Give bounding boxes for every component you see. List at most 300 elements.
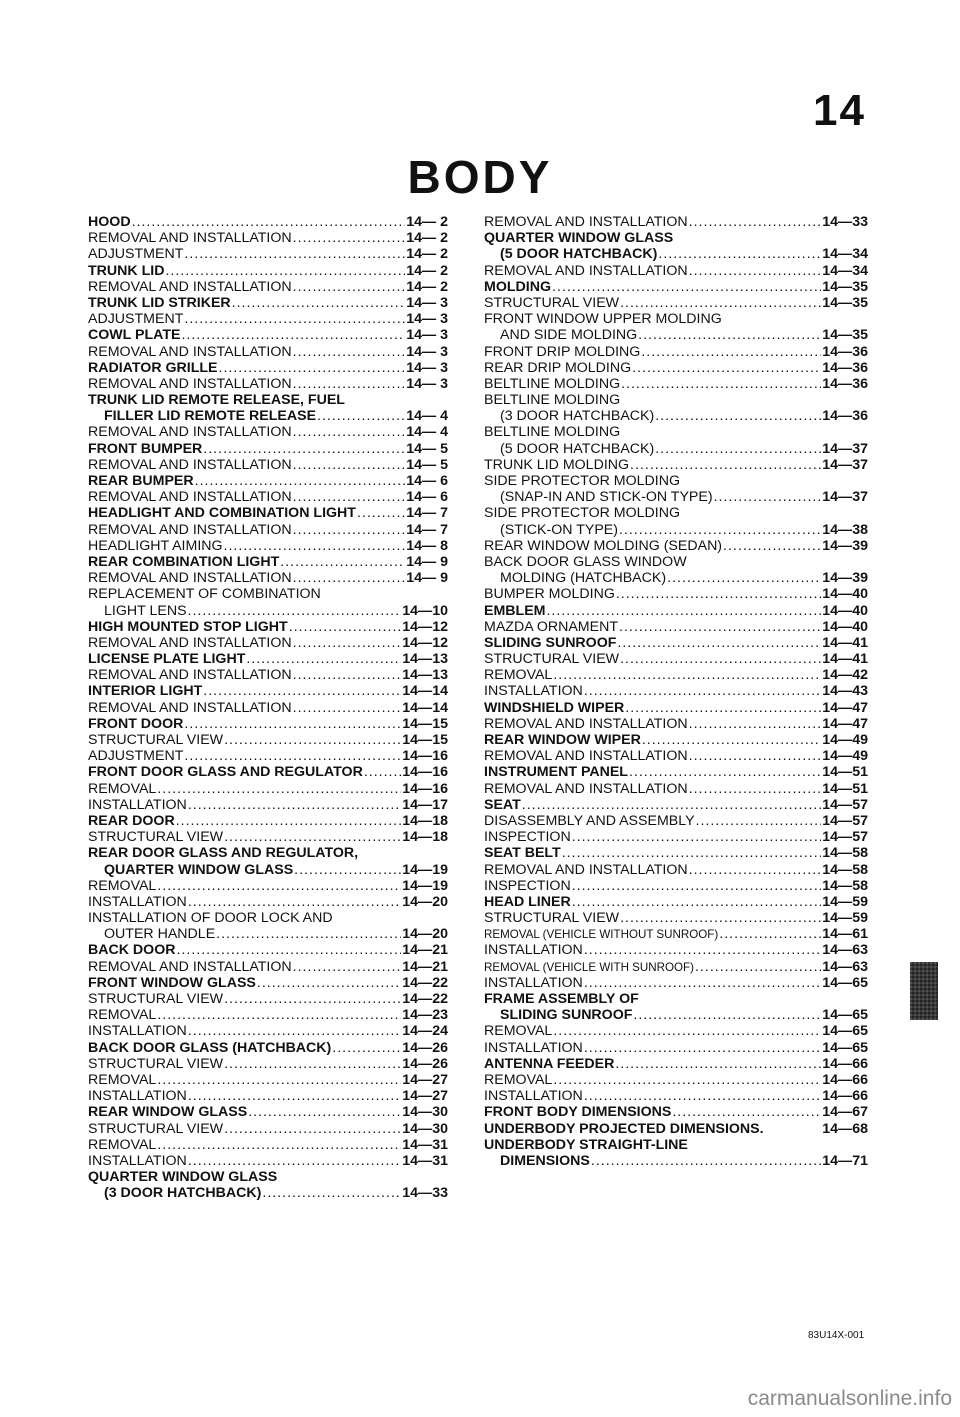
toc-entry-page: 14—65 [822,974,868,991]
toc-entry-label: ADJUSTMENT [88,311,184,328]
toc-entry [484,360,868,376]
dot-leader [641,344,821,360]
toc-entry-label: HEAD LINER [484,893,571,910]
dot-leader [188,603,402,619]
toc-entry-label: DISASSEMBLY AND ASSEMBLY [484,812,695,829]
toc-entry [88,1072,448,1088]
toc-entry [88,910,448,926]
toc-entry-page: 14—26 [402,1055,448,1072]
dot-leader [546,603,821,619]
dot-leader [177,942,402,958]
toc-entry [88,538,448,554]
toc-entry [484,424,868,440]
toc-entry [484,214,868,230]
toc-entry-label: REMOVAL AND INSTALLATION [484,715,688,732]
toc-entry-label: FILLER LID REMOTE RELEASE [104,408,317,425]
toc-entry [484,1153,868,1169]
toc-entry [88,781,448,797]
toc-entry [484,473,868,489]
toc-entry-page: 14—27 [402,1088,448,1105]
toc-entry-page: 14—17 [402,796,448,813]
toc-entry-page: 14— 7 [406,521,448,538]
toc-entry [88,683,448,699]
toc-entry-page: 14—20 [402,893,448,910]
dot-leader [184,716,401,732]
toc-entry [484,279,868,295]
toc-entry-page: 14—12 [402,634,448,651]
dot-leader [584,975,821,991]
dot-leader [224,991,401,1007]
toc-entry [484,344,868,360]
toc-entry-page: 14—24 [402,1023,448,1040]
toc-entry [88,522,448,538]
toc-entry [88,408,448,424]
toc-entry [484,829,868,845]
dot-leader [224,538,406,554]
toc-entry-page: 14—40 [822,618,868,635]
dot-leader [584,683,821,699]
toc-entry-label: HEADLIGHT AIMING [88,537,223,554]
toc-entry-label: (SNAP-IN AND STICK-ON TYPE) [500,489,713,506]
toc-entry-page: 14—58 [822,861,868,878]
dot-leader [689,748,822,764]
toc-entry-page: 14— 7 [406,505,448,522]
toc-entry-label: REAR WINDOW WIPER [484,732,641,748]
toc-entry-label: INSTRUMENT PANEL [484,764,628,781]
toc-entry [484,1023,868,1039]
toc-entry-label: (3 DOOR HATCHBACK) [500,408,655,425]
dot-leader [689,716,822,732]
dot-leader [188,894,401,910]
toc-entry-label: OUTER HANDLE [104,926,216,943]
figure-code: 83U14X-001 [808,1330,865,1341]
toc-entry [88,651,448,667]
toc-entry-page: 14—13 [402,651,448,668]
toc-entry-page: 14—18 [402,829,448,846]
dot-leader [553,1072,821,1088]
toc-entry-page: 14—38 [822,521,868,538]
toc-entry-page: 14— 2 [406,246,448,263]
toc-entry-page: 14—57 [822,829,868,846]
toc-entry [88,246,448,262]
toc-entry [88,376,448,392]
dot-leader [621,376,821,392]
toc-entry-page: 14— 9 [406,570,448,587]
dot-leader [620,295,821,311]
toc-entry-label: STRUCTURAL VIEW [88,991,224,1007]
toc-entry [484,797,868,813]
toc-entry [484,894,868,910]
dot-leader [184,748,401,764]
toc-entry [484,311,868,327]
toc-entry [484,959,868,975]
toc-entry-label: (STICK-ON TYPE) [500,521,618,538]
toc-entry-page: 14—51 [822,764,868,781]
toc-entry-page: 14—33 [822,214,868,230]
toc-entry-label: TRUNK LID REMOTE RELEASE, FUEL [88,392,345,409]
dot-leader [293,959,402,975]
toc-entry [88,716,448,732]
toc-entry-label: FRONT WINDOW GLASS [88,974,256,991]
toc-entry [88,635,448,651]
toc-entry-page: 14—19 [402,861,448,878]
toc-entry-page: 14— 3 [406,294,448,311]
toc-entry-label: REMOVAL [484,1023,553,1040]
toc-entry-page: 14— 3 [406,327,448,344]
toc-entry-page: 14— 8 [406,537,448,554]
dot-leader [293,570,406,586]
toc-entry-page: 14—66 [822,1071,868,1088]
toc-entry [484,538,868,554]
toc-entry [484,586,868,602]
toc-entry-page: 14—57 [822,796,868,813]
toc-entry-label: STRUCTURAL VIEW [484,910,620,927]
toc-entry [484,392,868,408]
toc-entry-page: 14—30 [402,1120,448,1137]
toc-entry-label: HOOD [88,214,131,230]
dot-leader [620,910,821,926]
toc-entry-page: 14— 5 [406,456,448,473]
toc-entry-page: 14—71 [822,1152,868,1169]
dot-leader [181,327,405,343]
dot-leader [176,813,402,829]
dot-leader [280,554,405,570]
toc-entry-label: INSTALLATION [88,1152,187,1169]
toc-entry-label: REMOVAL (VEHICLE WITH SUNROOF) [484,960,694,974]
dot-leader [293,700,402,716]
toc-entry-label: LIGHT LENS [104,602,187,619]
toc-entry-label: BELTLINE MOLDING [484,424,621,441]
toc-entry-label: REMOVAL AND INSTALLATION [88,570,292,587]
toc-entry [484,878,868,894]
toc-entry-label: DIMENSIONS [500,1152,590,1169]
toc-entry-page: 14—36 [822,343,868,360]
dot-leader [591,1153,821,1169]
dot-leader [553,667,821,683]
dot-leader [219,360,406,376]
toc-entry-page: 14—40 [822,586,868,603]
toc-entry [88,1056,448,1072]
toc-entry-label: INTERIOR LIGHT [88,683,203,700]
toc-entry-page: 14—47 [822,715,868,732]
toc-entry-label: INSTALLATION [484,683,583,700]
dot-leader [584,1088,821,1104]
toc-entry [88,1104,448,1120]
toc-entry [88,344,448,360]
toc-entry-label: REMOVAL AND INSTALLATION [88,343,292,360]
toc-entry [88,942,448,958]
toc-entry [88,441,448,457]
toc-entry-page: 14—49 [822,748,868,765]
toc-entry-page: 14—10 [402,602,448,619]
dot-leader [157,781,401,797]
toc-entry-label: HEADLIGHT AND COMBINATION LIGHT [88,505,356,522]
dot-leader [157,1007,401,1023]
dot-leader [203,441,405,457]
dot-leader [293,522,406,538]
toc-entry-label: REMOVAL AND INSTALLATION [484,214,688,230]
toc-entry-label: INSPECTION [484,877,571,894]
toc-entry-page: 14—40 [822,602,868,619]
dot-leader [317,408,405,424]
toc-entry [484,716,868,732]
toc-entry [88,554,448,570]
toc-entry [484,748,868,764]
toc-entry-label: EMBLEM [484,602,546,619]
toc-entry [88,1088,448,1104]
toc-entry-page: 14—39 [822,570,868,587]
dot-leader [293,635,402,651]
toc-entry-page: 14—13 [402,667,448,684]
dot-leader [224,1121,401,1137]
toc-entry-page: 14—35 [822,294,868,311]
toc-entry-label: FRONT DOOR GLASS AND REGULATOR [88,764,363,781]
dot-leader [289,619,402,635]
toc-entry-page: 14—22 [402,974,448,991]
dot-leader [257,975,401,991]
dot-leader [188,1153,401,1169]
dot-leader [522,797,821,813]
dot-leader [572,878,822,894]
toc-entry-page: 14—34 [822,262,868,279]
dot-leader [632,360,821,376]
toc-entry-label: SLIDING SUNROOF [484,634,617,651]
toc-entry-page: 14—16 [402,748,448,765]
toc-entry-label: STRUCTURAL VIEW [88,1055,224,1072]
toc-entry-page: 14—37 [822,440,868,457]
dot-leader [629,764,821,780]
toc-entry-label: MAZDA ORNAMENT [484,618,618,635]
toc-entry-label: BACK DOOR GLASS WINDOW [484,553,687,570]
toc-entry-page: 14—51 [822,780,868,797]
toc-entry [484,1137,868,1153]
toc-entry-page: 14— 4 [406,408,448,425]
toc-entry [88,748,448,764]
toc-entry [88,1153,448,1169]
toc-entry [484,862,868,878]
toc-entry-page: 14— 6 [406,489,448,506]
toc-entry [88,829,448,845]
section-tab-marker [910,962,938,1020]
toc-entry-label: REMOVAL AND INSTALLATION [484,262,688,279]
toc-entry [484,991,868,1007]
toc-entry [88,327,448,343]
toc-entry [484,1121,868,1137]
dot-leader [293,344,406,360]
toc-entry [88,959,448,975]
toc-entry [484,457,868,473]
toc-entry-page: 14— 2 [406,262,448,279]
toc-entry-page: 14—15 [402,732,448,748]
toc-entry-page: 14—21 [402,958,448,975]
toc-entry-label: REPLACEMENT OF COMBINATION [88,586,321,603]
toc-entry-page: 14— 9 [406,553,448,570]
toc-entry-label: (3 DOOR HATCHBACK) [104,1185,262,1202]
dot-leader [165,263,405,279]
toc-entry-label: STRUCTURAL VIEW [484,651,620,668]
watermark-text: carmanualsonline.info [747,1387,952,1410]
toc-entry [484,376,868,392]
dot-leader [689,781,822,797]
toc-entry-label: REAR WINDOW MOLDING (SEDAN) [484,537,723,554]
toc-entry-page: 14—12 [402,618,448,635]
toc-entry-label: UNDERBODY PROJECTED DIMENSIONS. [484,1120,764,1137]
toc-entry-page: 14—65 [822,1007,868,1024]
dot-leader [553,1023,821,1039]
toc-entry-page: 14—30 [402,1104,448,1121]
dot-leader [224,829,401,845]
toc-entry-label: REMOVAL [88,780,157,797]
toc-entry-page: 14—58 [822,877,868,894]
toc-entry-page: 14—57 [822,812,868,829]
toc-entry [484,441,868,457]
toc-entry [88,311,448,327]
toc-entry-label: QUARTER WINDOW GLASS [104,861,294,878]
dot-leader [630,457,821,473]
toc-entry-page: 14—19 [402,877,448,894]
toc-entry [88,862,448,878]
toc-entry-page: 14—66 [822,1055,868,1072]
dot-leader [616,586,821,602]
dot-leader [667,570,821,586]
toc-entry [88,813,448,829]
dot-leader [714,489,822,505]
toc-entry-page: 14—39 [822,537,868,554]
toc-entry-label: UNDERBODY STRAIGHT-LINE [484,1136,688,1153]
toc-entry-page: 14—22 [402,991,448,1007]
toc-entry-label: LICENSE PLATE LIGHT [88,651,246,668]
toc-entry-page: 14— 2 [406,230,448,247]
toc-entry-label: BELTLINE MOLDING [484,392,621,409]
toc-entry [484,1056,868,1072]
toc-entry [484,845,868,861]
toc-entry [88,392,448,408]
toc-entry-label: STRUCTURAL VIEW [88,829,224,846]
toc-entry-page: 14—35 [822,278,868,295]
toc-entry-label: REMOVAL AND INSTALLATION [88,456,292,473]
toc-entry-label: REMOVAL [484,667,553,684]
toc-entry-page: 14—41 [822,634,868,651]
dot-leader [364,764,401,780]
toc-entry-label: AND SIDE MOLDING [500,327,638,344]
toc-entry-label: WINDSHIELD WIPER [484,699,625,716]
toc-entry [484,295,868,311]
dot-leader [184,246,405,262]
dot-leader [293,667,402,683]
toc-entry-label: REMOVAL [88,1071,157,1088]
toc-entry-page: 14—67 [822,1104,868,1121]
toc-entry [484,910,868,926]
toc-entry-label: BACK DOOR GLASS (HATCHBACK) [88,1039,332,1056]
toc-entry [88,845,448,861]
toc-entry-label: REMOVAL AND INSTALLATION [88,424,292,441]
toc-entry-page: 14—65 [822,1039,868,1056]
toc-entry-page: 14—34 [822,246,868,263]
dot-leader [633,1007,821,1023]
toc-entry [484,1088,868,1104]
dot-leader [584,1040,821,1056]
toc-entry-label: REMOVAL AND INSTALLATION [88,489,292,506]
chapter-number: 14 [813,86,866,135]
toc-entry [88,732,448,748]
toc-entry-page: 14—14 [402,699,448,716]
dot-leader [615,1056,821,1072]
dot-leader [188,797,401,813]
dot-leader [620,651,821,667]
toc-entry [484,619,868,635]
toc-entry-page: 14— 3 [406,311,448,328]
dot-leader [689,862,822,878]
toc-entry-page: 14—59 [822,893,868,910]
toc-entry-label: (5 DOOR HATCHBACK) [500,440,655,457]
dot-leader [157,1072,401,1088]
dot-leader [655,441,821,457]
toc-entry [88,230,448,246]
toc-entry [88,619,448,635]
dot-leader [562,845,822,861]
dot-leader [293,489,406,505]
toc-entry-label: REMOVAL AND INSTALLATION [88,634,292,651]
toc-entry-page: 14—49 [822,732,868,748]
toc-entry [88,279,448,295]
toc-entry [484,813,868,829]
toc-entry-label: INSTALLATION OF DOOR LOCK AND [88,910,333,927]
toc-entry-page: 14— 3 [406,359,448,376]
dot-leader [332,1040,401,1056]
dot-leader [293,279,406,295]
toc-entry [484,263,868,279]
toc-entry [88,667,448,683]
toc-entry-label: SIDE PROTECTOR MOLDING [484,473,681,489]
toc-entry-label: REAR COMBINATION LIGHT [88,553,280,570]
toc-entry-page: 14—20 [402,926,448,943]
toc-entry-label: FRAME ASSEMBLY OF [484,991,639,1007]
toc-entry-label: SIDE PROTECTOR MOLDING [484,505,681,522]
toc-entry [88,1169,448,1185]
toc-entry-label: REMOVAL AND INSTALLATION [484,780,688,797]
dot-leader [357,505,405,521]
dot-leader [294,862,401,878]
toc-entry [88,214,448,230]
dot-leader [157,1137,401,1153]
dot-leader [695,959,821,975]
toc-entry [88,975,448,991]
toc-entry-label: MOLDING (HATCHBACK) [500,570,667,587]
dot-leader [293,230,406,246]
toc-entry-label: REMOVAL [88,1136,157,1153]
toc-entry-label: FRONT BODY DIMENSIONS [484,1104,672,1121]
toc-entry-label: REAR DOOR GLASS AND REGULATOR, [88,845,359,862]
toc-entry-page: 14—16 [402,780,448,797]
toc-entry-label: STRUCTURAL VIEW [484,294,620,311]
dot-leader [216,926,401,942]
toc-entry-label: INSTALLATION [88,796,187,813]
dot-leader [689,214,822,230]
toc-entry [484,570,868,586]
toc-entry [484,781,868,797]
toc-entry-page: 14— 2 [406,214,448,230]
toc-entry-page: 14—37 [822,456,868,473]
toc-entry-page: 14—14 [402,683,448,700]
toc-entry-label: (5 DOOR HATCHBACK) [500,246,658,263]
toc-entry [88,570,448,586]
toc-entry-label: SLIDING SUNROOF [500,1007,633,1024]
toc-entry [88,473,448,489]
toc-entry-page: 14—16 [402,764,448,781]
toc-entry [88,878,448,894]
toc-entry-label: REMOVAL AND INSTALLATION [484,748,688,765]
toc-entry-label: REAR BUMPER [88,473,194,489]
